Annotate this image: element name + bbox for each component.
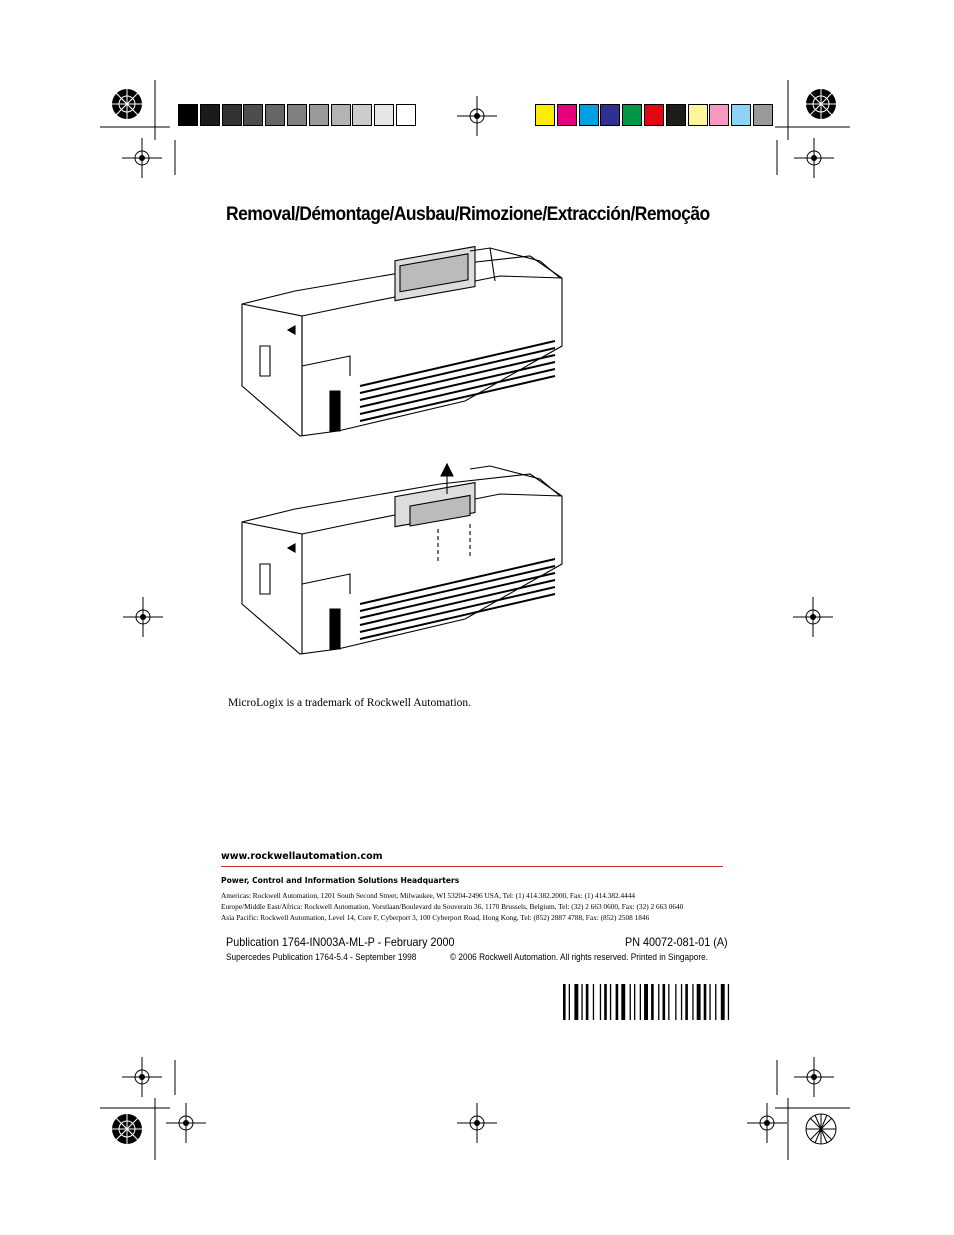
color-swatch [600, 104, 620, 126]
gray-swatch [287, 104, 307, 126]
barcode-bar [569, 984, 570, 1020]
barcode-bar [668, 984, 669, 1020]
barcode-bar [697, 984, 701, 1020]
gray-swatch [396, 104, 416, 126]
registration-target-icon [122, 1057, 162, 1097]
controller-illustration-removal [240, 464, 570, 664]
gray-swatch [309, 104, 329, 126]
gray-swatch [178, 104, 198, 126]
color-swatch [709, 104, 729, 126]
barcode-bar [675, 984, 676, 1020]
color-swatch [622, 104, 642, 126]
barcode-bar [593, 984, 594, 1020]
page-title: Removal/Démontage/Ausbau/Rimozione/Extracción/Remoção [226, 204, 710, 225]
barcode-bar [563, 984, 566, 1020]
gray-swatch [200, 104, 220, 126]
gray-swatch [222, 104, 242, 126]
barcode-bar [721, 984, 725, 1020]
website-link[interactable]: www.rockwellautomation.com [221, 851, 383, 862]
barcode-bar [715, 984, 716, 1020]
color-swatch [753, 104, 773, 126]
star-target-icon [805, 1113, 837, 1145]
registration-target-icon [457, 96, 497, 136]
color-swatch [535, 104, 555, 126]
barcode-bar [586, 984, 589, 1020]
barcode-bar [692, 984, 693, 1020]
registration-target-icon [794, 1057, 834, 1097]
barcode-bar [640, 984, 641, 1020]
color-swatch [579, 104, 599, 126]
address-emea: Europe/Middle East/Africa: Rockwell Automation, Vorstlaan/Boulevard du Souverain 36, 1170 Brussels, Belgium, Tel: (32) 2 663 0600, Fax: (32) 2 663 0640 [221, 902, 684, 911]
color-swatch [688, 104, 708, 126]
gray-swatch [352, 104, 372, 126]
barcode-bar [610, 984, 611, 1020]
registration-target-icon [122, 138, 162, 178]
barcode-bar [600, 984, 601, 1020]
trademark-note: MicroLogix is a trademark of Rockwell Automation. [228, 697, 472, 709]
registration-target-icon [747, 1103, 787, 1143]
barcode-bar [681, 984, 682, 1020]
barcode-bar [630, 984, 631, 1020]
barcode-bar [663, 984, 666, 1020]
address-asia-pacific: Asia Pacific: Rockwell Automation, Level 14, Core F, Cyberport 3, 100 Cyberport Road, Hong Kong, Tel: (852) 2887 4788, Fax: (852) 2508 1846 [221, 913, 650, 922]
barcode-bar [685, 984, 688, 1020]
star-target-icon [111, 1113, 143, 1145]
star-target-icon [805, 88, 837, 120]
color-swatch [557, 104, 577, 126]
barcode [563, 984, 731, 1020]
registration-target-icon [793, 597, 833, 637]
barcode-bar [616, 984, 619, 1020]
registration-target-icon [166, 1103, 206, 1143]
gray-swatch [374, 104, 394, 126]
barcode-bar [651, 984, 654, 1020]
registration-target-icon [123, 597, 163, 637]
registration-target-icon [457, 1103, 497, 1143]
barcode-bar [644, 984, 648, 1020]
barcode-bar [704, 984, 707, 1020]
supersedes-note: Supercedes Publication 1764-5.4 - September 1998 [226, 952, 417, 962]
barcode-bar [574, 984, 578, 1020]
publication-number: Publication 1764-IN003A-ML-P - February 2000 [226, 935, 455, 949]
gray-swatch [265, 104, 285, 126]
barcode-bar [634, 984, 635, 1020]
controller-illustration-installed [240, 246, 570, 446]
star-target-icon [111, 88, 143, 120]
color-swatch [644, 104, 664, 126]
color-swatch [731, 104, 751, 126]
gray-swatch [243, 104, 263, 126]
gray-swatch [331, 104, 351, 126]
part-number: PN 40072-081-01 (A) [625, 935, 728, 949]
hq-title: Power, Control and Information Solutions Headquarters [221, 876, 460, 885]
barcode-bar [604, 984, 607, 1020]
barcode-bar [621, 984, 625, 1020]
barcode-bar [709, 984, 710, 1020]
footer-divider [221, 866, 723, 867]
color-swatch [666, 104, 686, 126]
copyright-note: © 2006 Rockwell Automation. All rights reserved. Printed in Singapore. [450, 952, 708, 962]
barcode-bar [658, 984, 659, 1020]
barcode-bar [581, 984, 582, 1020]
barcode-bar [728, 984, 729, 1020]
registration-target-icon [794, 138, 834, 178]
address-americas: Americas: Rockwell Automation, 1201 South Second Street, Milwaukee, WI 53204-2496 USA, Tel: (1) 414.382.2000, Fax: (1) 414.382.4444 [221, 891, 636, 900]
